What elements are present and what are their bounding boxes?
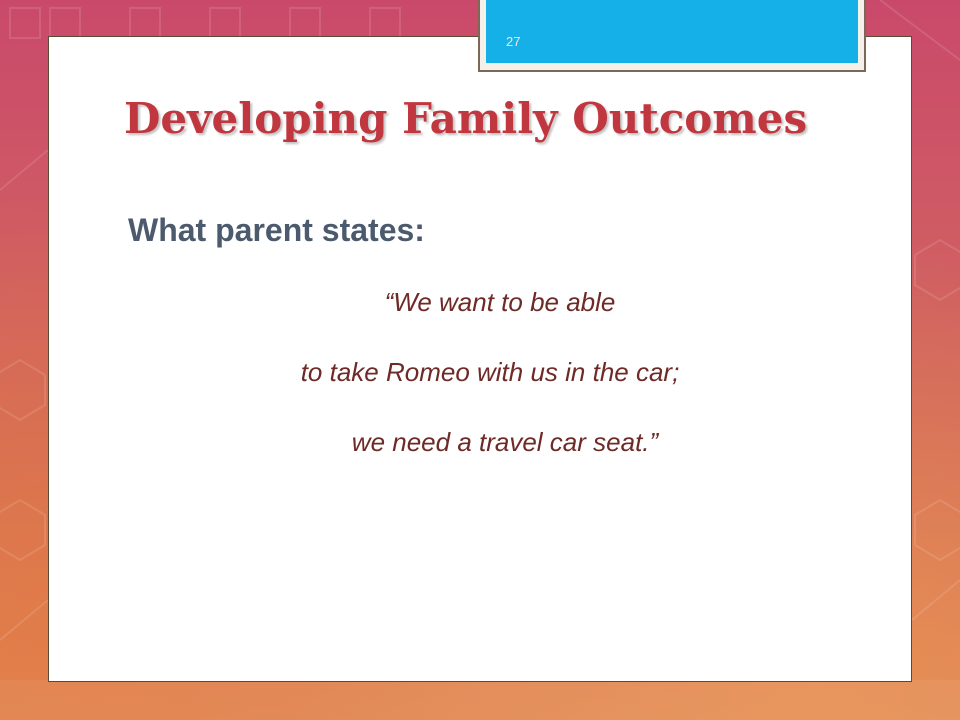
slide-number-tab-fill xyxy=(486,0,858,63)
quote-line-2: to take Romeo with us in the car; xyxy=(300,357,680,387)
slide-number: 27 xyxy=(506,34,521,49)
quote-line-1: “We want to be able xyxy=(384,287,616,317)
quote-line-3: we need a travel car seat.” xyxy=(351,427,659,457)
slide-subtitle: What parent states: xyxy=(128,212,425,248)
slide-number-tab xyxy=(478,0,866,72)
slide-title: Developing Family Outcomes xyxy=(124,94,808,143)
